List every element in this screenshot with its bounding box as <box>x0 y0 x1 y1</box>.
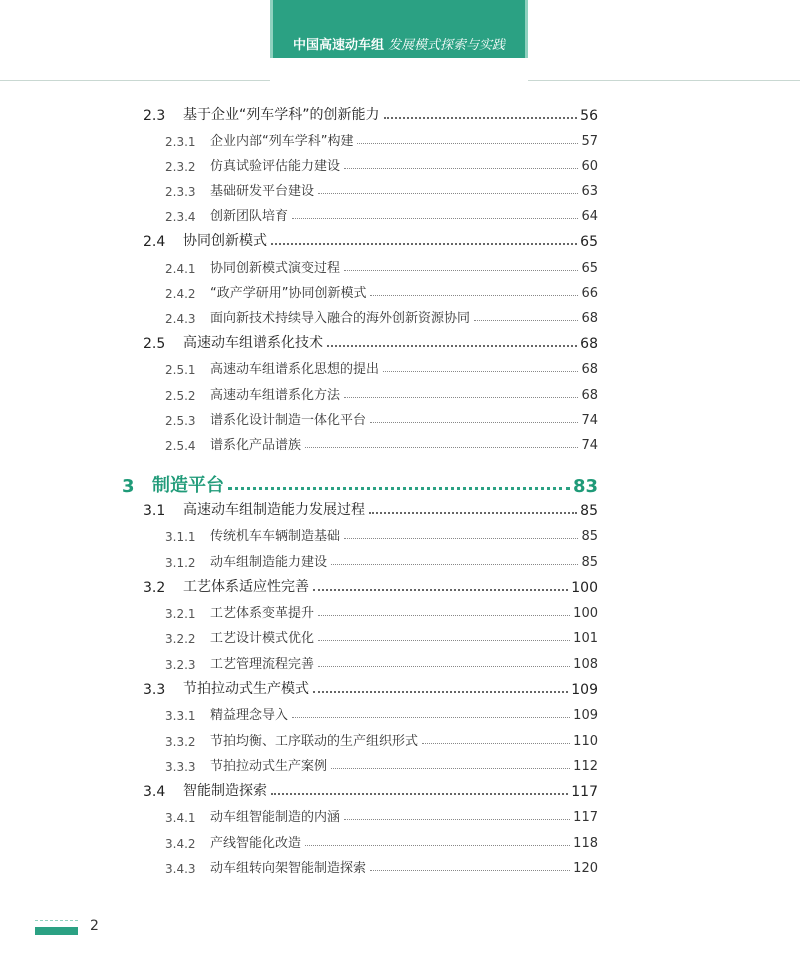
toc-page-number: 110 <box>573 734 598 749</box>
dot-leader <box>271 243 577 245</box>
dot-leader <box>305 447 578 448</box>
toc-page-number: 68 <box>580 336 598 352</box>
toc-title: 智能制造探索 <box>183 783 267 799</box>
toc-title: 高速动车组谱系化思想的提出 <box>210 362 380 377</box>
toc-title: 仿真试验评估能力建设 <box>210 159 341 174</box>
toc-number: 2.4.3 <box>165 312 196 326</box>
footer-bar <box>35 927 78 935</box>
toc-title: “政产学研用”协同创新模式 <box>210 286 367 301</box>
toc-title: 谱系化设计制造一体化平台 <box>210 413 367 428</box>
dot-leader <box>331 768 570 769</box>
dot-leader <box>369 512 577 514</box>
toc-subsection[interactable] <box>165 803 598 825</box>
toc-number: 3.3 <box>143 682 166 698</box>
toc-number: 3.1.1 <box>165 530 196 544</box>
toc-subsection[interactable] <box>165 701 598 723</box>
dot-leader <box>331 564 578 565</box>
toc-subsection[interactable] <box>165 279 598 301</box>
toc-title: 高速动车组制造能力发展过程 <box>183 502 365 518</box>
toc-page-number: 85 <box>581 555 598 570</box>
toc-title: 节拍拉动式生产模式 <box>183 681 309 697</box>
toc-number: 2.5 <box>143 336 166 352</box>
toc-subsection[interactable] <box>165 406 598 428</box>
toc-section[interactable] <box>143 330 598 352</box>
toc-number: 3.1.2 <box>165 556 196 570</box>
toc-title: 工艺体系适应性完善 <box>183 579 309 595</box>
dot-leader <box>357 143 578 144</box>
toc-number: 3.3.2 <box>165 735 196 749</box>
toc-page-number: 117 <box>573 810 598 825</box>
toc-title: 面向新技术持续导入融合的海外创新资源协同 <box>210 311 471 326</box>
toc-section[interactable] <box>143 228 598 250</box>
toc-page-number: 100 <box>573 606 598 621</box>
toc-subsection[interactable] <box>165 727 598 749</box>
toc-subsection[interactable] <box>165 304 598 326</box>
toc-title: 节拍均衡、工序联动的生产组织形式 <box>210 734 419 749</box>
header-title <box>273 34 525 53</box>
toc-title: 制造平台 <box>152 475 224 496</box>
toc-section[interactable] <box>143 102 598 124</box>
toc-number: 2.5.4 <box>165 439 196 453</box>
toc-title: 动车组制造能力建设 <box>210 555 328 570</box>
toc-section[interactable] <box>143 574 598 596</box>
toc-subsection[interactable] <box>165 624 598 646</box>
toc-subsection[interactable] <box>165 854 598 876</box>
toc-chapter[interactable] <box>122 467 598 497</box>
toc-page-number: 66 <box>581 286 598 301</box>
toc-subsection[interactable] <box>165 202 598 224</box>
toc-number: 3.2.1 <box>165 607 196 621</box>
toc-page-number: 120 <box>573 861 598 876</box>
toc-page-number: 85 <box>580 503 598 519</box>
toc-title: 产线智能化改造 <box>210 836 302 851</box>
toc-subsection[interactable] <box>165 752 598 774</box>
toc-page-number: 56 <box>580 108 598 124</box>
header-rule-left <box>0 80 270 81</box>
toc-page-number: 101 <box>573 631 598 646</box>
toc-subsection[interactable] <box>165 381 598 403</box>
toc-subsection[interactable] <box>165 177 598 199</box>
toc-number: 2.4.2 <box>165 287 196 301</box>
toc-title: 精益理念导入 <box>210 708 289 723</box>
toc-title: 高速动车组谱系化技术 <box>183 335 323 351</box>
header-rule-right <box>528 80 800 81</box>
toc-number: 3.2 <box>143 580 166 596</box>
dot-leader <box>384 117 578 119</box>
toc-number: 2.3.3 <box>165 185 196 199</box>
toc-page-number: 64 <box>581 209 598 224</box>
toc-title: 高速动车组谱系化方法 <box>210 388 341 403</box>
toc-page-number: 68 <box>581 362 598 377</box>
toc-page-number: 57 <box>581 134 598 149</box>
toc-subsection[interactable] <box>165 254 598 276</box>
toc-subsection[interactable] <box>165 355 598 377</box>
toc-title: 企业内部“列车学科”构建 <box>210 134 354 149</box>
dot-leader <box>370 870 570 871</box>
toc-number: 3.1 <box>143 503 166 519</box>
toc-page-number: 108 <box>573 657 598 672</box>
page-number: 2 <box>90 918 99 934</box>
toc-page-number: 65 <box>580 234 598 250</box>
toc-title: 工艺管理流程完善 <box>210 657 315 672</box>
toc-page-number: 68 <box>581 311 598 326</box>
toc-section[interactable] <box>143 497 598 519</box>
toc-page-number: 83 <box>572 476 598 497</box>
toc-title: 创新团队培育 <box>210 209 289 224</box>
toc-title: 动车组智能制造的内涵 <box>210 810 341 825</box>
dot-leader <box>344 397 578 398</box>
dot-leader <box>292 717 570 718</box>
dot-leader <box>318 666 570 667</box>
toc-number: 2.3 <box>143 108 166 124</box>
dot-leader <box>318 615 570 616</box>
toc-page-number: 112 <box>573 759 598 774</box>
dot-leader <box>228 487 570 490</box>
toc-title: 基于企业“列车学科”的创新能力 <box>183 107 380 123</box>
toc-title: 谱系化产品谱族 <box>210 438 302 453</box>
toc-page-number: 74 <box>581 438 598 453</box>
toc-number: 2.3.1 <box>165 135 196 149</box>
toc-page-number: 118 <box>573 836 598 851</box>
dot-leader <box>383 371 578 372</box>
toc-number: 3 <box>122 476 135 497</box>
dot-leader <box>318 640 570 641</box>
toc-number: 2.5.2 <box>165 389 196 403</box>
toc-title: 工艺体系变革提升 <box>210 606 315 621</box>
toc-subsection[interactable] <box>165 599 598 621</box>
toc-page-number: 117 <box>571 784 598 800</box>
dot-leader <box>422 743 570 744</box>
toc-title: 工艺设计模式优化 <box>210 631 315 646</box>
toc-page-number: 60 <box>581 159 598 174</box>
toc-page-number: 109 <box>571 682 598 698</box>
toc-title: 协同创新模式演变过程 <box>210 261 341 276</box>
toc-page-number: 85 <box>581 529 598 544</box>
header-title-italic: 发展模式探索与实践 <box>388 38 506 53</box>
toc-number: 3.3.1 <box>165 709 196 723</box>
dot-leader <box>370 295 578 296</box>
toc-section[interactable] <box>143 676 598 698</box>
toc-title: 动车组转向架智能制造探索 <box>210 861 367 876</box>
dot-leader <box>474 320 578 321</box>
dot-leader <box>292 218 578 219</box>
toc-subsection[interactable] <box>165 548 598 570</box>
toc-page-number: 63 <box>581 184 598 199</box>
toc-subsection[interactable] <box>165 650 598 672</box>
toc-subsection[interactable] <box>165 829 598 851</box>
dot-leader <box>344 270 578 271</box>
toc-number: 3.4.2 <box>165 837 196 851</box>
toc-number: 3.4 <box>143 784 166 800</box>
toc-number: 3.2.2 <box>165 632 196 646</box>
toc-title: 基础研发平台建设 <box>210 184 315 199</box>
toc-subsection[interactable] <box>165 522 598 544</box>
toc-section[interactable] <box>143 778 598 800</box>
toc-subsection[interactable] <box>165 431 598 453</box>
dot-leader <box>344 168 578 169</box>
dot-leader <box>327 345 577 347</box>
toc-number: 3.2.3 <box>165 658 196 672</box>
dot-leader <box>305 845 570 846</box>
header-title-bold: 中国高速动车组 <box>292 38 384 53</box>
dot-leader <box>318 193 578 194</box>
dot-leader <box>271 793 568 795</box>
dot-leader <box>313 691 568 693</box>
toc-number: 3.3.3 <box>165 760 196 774</box>
toc-number: 3.4.3 <box>165 862 196 876</box>
toc-number: 2.4.1 <box>165 262 196 276</box>
toc-page-number: 74 <box>581 413 598 428</box>
toc-number: 2.5.3 <box>165 414 196 428</box>
toc-title: 节拍拉动式生产案例 <box>210 759 328 774</box>
toc-page-number: 109 <box>573 708 598 723</box>
toc-number: 3.4.1 <box>165 811 196 825</box>
toc-page-number: 68 <box>581 388 598 403</box>
header-tab <box>270 0 528 58</box>
dot-leader <box>344 819 570 820</box>
toc-title: 协同创新模式 <box>183 233 267 249</box>
toc-subsection[interactable] <box>165 152 598 174</box>
toc-subsection[interactable] <box>165 127 598 149</box>
toc-number: 2.3.2 <box>165 160 196 174</box>
toc-number: 2.5.1 <box>165 363 196 377</box>
dot-leader <box>313 589 568 591</box>
toc-page-number: 65 <box>581 261 598 276</box>
toc-page-number: 100 <box>571 580 598 596</box>
footer-dash <box>35 920 78 921</box>
dot-leader <box>344 538 578 539</box>
toc-number: 2.4 <box>143 234 166 250</box>
toc-title: 传统机车车辆制造基础 <box>210 529 341 544</box>
dot-leader <box>370 422 578 423</box>
toc-number: 2.3.4 <box>165 210 196 224</box>
